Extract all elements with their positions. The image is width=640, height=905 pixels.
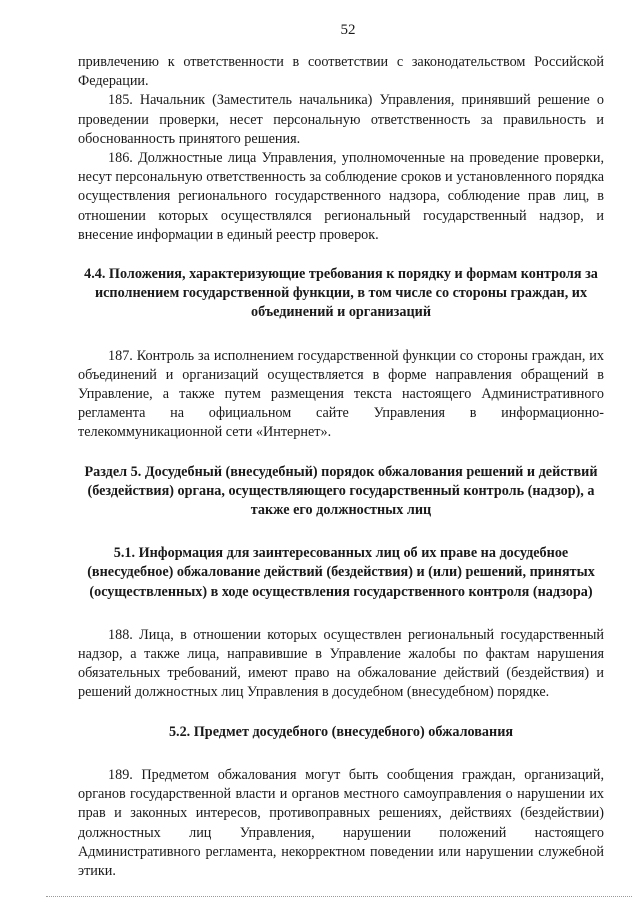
page-bottom-rule [46, 896, 632, 897]
paragraph-185: 185. Начальник (Заместитель начальника) Управления, принявший решение о проведении проверки, несет персональную ответственность за правильность и обоснованность принятого решения. [78, 92, 604, 147]
paragraph-186: 186. Должностные лица Управления, уполномоченные на проведение проверки, несут персональную ответственность за соблюдение сроков и установленного порядка осуществления регионального государственного надзора, соблюдение прав лиц, в отношении которых осуществлялся региональный государственный надзор, и внесение информации в единый реестр проверок. [78, 150, 604, 243]
heading-5-2: 5.2. Предмет досудебного (внесудебного) обжалования [168, 723, 514, 740]
heading-4-4: 4.4. Положения, характеризующие требования к порядку и формам контроля за исполнением государственной функции, в том числе со стороны граждан, их объединений и организаций [84, 266, 598, 321]
paragraph-189: 189. Предметом обжалования могут быть сообщения граждан, организаций, органов государственной власти и органов местного самоуправления о нарушении их прав и законных интересов, противоправных решениях, действиях (бездействии) должностных лиц Управления, нарушении положений настоящего Административного регламента, некорректном поведении или нарушении служебной этики. [78, 766, 604, 879]
heading-5-1: 5.1. Информация для заинтересованных лиц об их праве на досудебное (внесудебное) обжалование действий (бездействия) и (или) решений, принятых (осуществленных) в ходе осуществления государственного контроля (надзора) [87, 545, 595, 600]
paragraph-188: 188. Лица, в отношении которых осуществлен региональный государственный надзор, а также лица, направившие в Управление жалобы по фактам нарушения обязательных требований, имеют право на обжалование действий (бездействия) и решений должностных лиц Управления в досудебном (внесудебном) порядке. [78, 626, 604, 701]
paragraph-continuation: привлечению к ответственности в соответствии с законодательством Российской Федерации. [78, 54, 604, 90]
page-number: 52 [340, 22, 356, 38]
paragraph-187: 187. Контроль за исполнением государственной функции со стороны граждан, их объединений и организаций осуществляется в форме направления обращений в Управление, а также путем размещения текста настоящего Административного регламента на официальном сайте Управления в информационно-телекоммуникационной сети «Интернет». [78, 347, 604, 441]
heading-section-5: Раздел 5. Досудебный (внесудебный) порядок обжалования решений и действий (бездействия) органа, осуществляющего государственный контроль (надзор), а также его должностных лиц [84, 463, 598, 519]
